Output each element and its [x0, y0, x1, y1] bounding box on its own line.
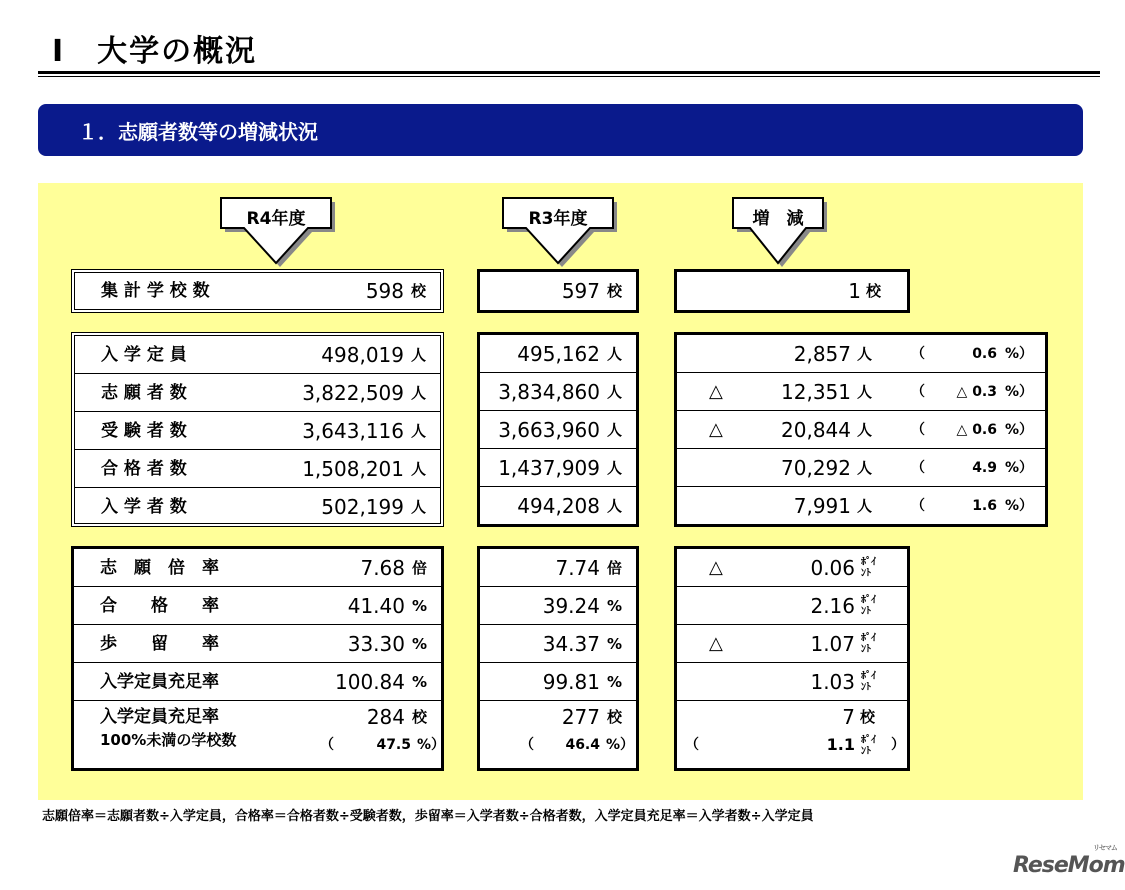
r3-value: 3,834,860: [498, 380, 600, 404]
unit-nin: 人: [856, 421, 872, 439]
r3-value: 494,208: [517, 494, 600, 518]
people-box-r3: [477, 332, 639, 527]
paren-open: （: [911, 384, 925, 400]
r4-value: 1,508,201: [302, 457, 404, 481]
r4-value: 41.40: [347, 594, 405, 618]
unit-point: ﾝﾄ: [861, 746, 871, 757]
r3-value: 7.74: [555, 556, 600, 580]
table-row: [677, 335, 1045, 373]
paren-open: （: [320, 737, 334, 753]
schools-box-diff: [674, 269, 910, 313]
table-row: [74, 625, 441, 663]
diff-value: 1.03: [810, 670, 855, 694]
resemom-logo: [1013, 844, 1125, 878]
paren-open: （: [911, 498, 925, 514]
logo-text: ReseMom: [1013, 853, 1125, 878]
unit-point: ﾎﾟｲ: [861, 557, 876, 568]
table-row: [480, 449, 636, 487]
diff-value: 70,292: [781, 456, 851, 480]
unit-nin: 人: [410, 460, 426, 478]
paren-open: （: [911, 346, 925, 362]
unit-point: ﾝﾄ: [861, 568, 871, 579]
unit-ko: 校: [606, 708, 622, 726]
unit-nin: 人: [856, 497, 872, 515]
minus-triangle-icon: △: [709, 633, 723, 654]
row-label: 100%未満の学校数: [100, 731, 237, 749]
table-row: [74, 549, 441, 587]
unit-nin: 人: [410, 346, 426, 364]
rates-box-r3: [477, 546, 639, 771]
row-label: 入学定員充足率: [100, 707, 219, 727]
unit-nin: 人: [410, 498, 426, 516]
unit-nin: 人: [856, 345, 872, 363]
r3-value: 99.81: [542, 670, 600, 694]
unit-point: ﾎﾟｲ: [861, 735, 876, 746]
people-box-diff: [674, 332, 1048, 527]
table-row: [480, 701, 636, 768]
unit: %: [606, 635, 622, 653]
unit: 倍: [411, 559, 427, 577]
r4-value: 33.30: [347, 632, 405, 656]
unit-ko: 校: [411, 708, 427, 726]
title-rule-thin: [38, 76, 1100, 77]
r4-value: 100.84: [335, 670, 405, 694]
unit-nin: 人: [606, 383, 622, 401]
table-row: [480, 411, 636, 449]
column-label-diff: 増 減: [752, 209, 804, 229]
diff-value: 20,844: [781, 418, 851, 442]
pct-value: 1.1: [826, 735, 855, 754]
unit-point: ﾎﾟｲ: [861, 671, 876, 682]
diff-value: 2,857: [793, 342, 851, 366]
r4-value: 502,199: [321, 495, 404, 519]
r3-value: 34.37: [542, 632, 600, 656]
paren-open: （: [520, 737, 534, 753]
r3-value: 277: [561, 705, 600, 729]
table-row: [480, 487, 636, 525]
paren-close: ）: [891, 737, 905, 753]
title-rule: [38, 71, 1100, 74]
table-row: [677, 625, 907, 663]
unit-nin: 人: [606, 421, 622, 439]
pct-close: %）: [605, 737, 634, 753]
table-row: [480, 587, 636, 625]
diff-value: 1.07: [810, 632, 855, 656]
row-label: 合 格 率: [100, 596, 219, 616]
unit: %: [606, 673, 622, 691]
r4-value: 498,019: [321, 343, 404, 367]
unit-nin: 人: [606, 345, 622, 363]
column-head-r3: [498, 193, 618, 263]
pct-close: %）: [1004, 460, 1033, 476]
unit-nin: 人: [410, 422, 426, 440]
table-row: [480, 373, 636, 411]
table-row: [677, 411, 1045, 449]
unit-point: ﾎﾟｲ: [861, 633, 876, 644]
schools-label: 集 計 学 校 数: [101, 281, 210, 301]
r4-value: 7.68: [360, 556, 405, 580]
unit-nin: 人: [606, 459, 622, 477]
schools-box-r4: [71, 269, 444, 313]
table-row: [677, 487, 1045, 525]
pct-value: △ 0.6: [956, 422, 997, 438]
table-row: [74, 663, 441, 701]
table-row: [75, 336, 440, 374]
column-label-r3: R3年度: [528, 209, 588, 229]
r3-value: 495,162: [517, 342, 600, 366]
schools-box-r3: [477, 269, 639, 313]
unit: %: [606, 597, 622, 615]
diff-value: 7,991: [793, 494, 851, 518]
pct-value: 47.5: [376, 737, 411, 753]
paren-open: （: [685, 737, 699, 753]
row-label: 入学定員充足率: [100, 672, 219, 692]
minus-triangle-icon: △: [709, 381, 723, 402]
pct-value: 46.4: [565, 737, 600, 753]
people-box-r4: [71, 332, 444, 527]
logo-small-text: リセマム: [1093, 844, 1117, 852]
row-label: 合 格 者 数: [101, 459, 187, 479]
unit-nin: 人: [856, 383, 872, 401]
unit: %: [411, 673, 427, 691]
pct-close: %）: [416, 737, 445, 753]
unit-nin: 人: [606, 497, 622, 515]
r4-value: 284: [366, 705, 405, 729]
column-head-diff: [728, 193, 848, 263]
table-row: [480, 625, 636, 663]
pct-close: %）: [1004, 498, 1033, 514]
table-row: [677, 663, 907, 701]
r4-value: 3,643,116: [302, 419, 404, 443]
table-row: [480, 549, 636, 587]
diff-value: 2.16: [810, 594, 855, 618]
diff-value: 0.06: [810, 556, 855, 580]
row-label: 受 験 者 数: [101, 421, 187, 441]
pct-close: %）: [1004, 422, 1033, 438]
diff-value: 7: [842, 705, 855, 729]
unit-nin: 人: [410, 384, 426, 402]
yellow-panel: [38, 183, 1083, 800]
pct-close: %）: [1004, 384, 1033, 400]
table-row: [74, 587, 441, 625]
paren-open: （: [911, 460, 925, 476]
unit-point: ﾝﾄ: [861, 606, 871, 617]
unit-point: ﾝﾄ: [861, 682, 871, 693]
diff-value: 12,351: [781, 380, 851, 404]
unit-ko: 校: [865, 282, 881, 300]
table-row: [480, 663, 636, 701]
table-row: [75, 412, 440, 450]
pct-value: 4.9: [972, 460, 997, 476]
row-label: 入 学 者 数: [101, 497, 187, 517]
table-row: [677, 549, 907, 587]
unit-nin: 人: [856, 459, 872, 477]
schools-diff: 1: [848, 279, 861, 303]
page-title: Ⅰ 大学の概況: [52, 34, 258, 69]
r3-value: 3,663,960: [498, 418, 600, 442]
unit-point: ﾝﾄ: [861, 644, 871, 655]
column-head-r4: [216, 193, 336, 263]
column-label-r4: R4年度: [246, 209, 306, 229]
table-row: [677, 449, 1045, 487]
r3-value: 1,437,909: [498, 456, 600, 480]
r4-value: 3,822,509: [302, 381, 404, 405]
schools-r4: 598: [365, 279, 404, 303]
minus-triangle-icon: △: [709, 419, 723, 440]
unit: %: [411, 597, 427, 615]
unit-ko: 校: [859, 708, 875, 726]
pct-value: 1.6: [972, 498, 997, 514]
pct-close: %）: [1004, 346, 1033, 362]
paren-open: （: [911, 422, 925, 438]
unit-ko: 校: [606, 282, 622, 300]
table-row: [75, 374, 440, 412]
unit: 倍: [606, 559, 622, 577]
unit: %: [411, 635, 427, 653]
schools-r3: 597: [561, 279, 600, 303]
section-header-bar: １．志願者数等の増減状況: [38, 104, 1083, 156]
footnote: 志願倍率＝志願者数÷入学定員，合格率＝合格者数÷受験者数，歩留率＝入学者数÷合格者数，入学定員充足率＝入学者数÷入学定員: [42, 809, 814, 824]
pct-value: △ 0.3: [956, 384, 997, 400]
table-row: [677, 587, 907, 625]
rates-box-r4: [71, 546, 444, 771]
table-row: [677, 373, 1045, 411]
table-row: [480, 335, 636, 373]
table-row: [74, 701, 445, 768]
table-row: [75, 450, 440, 488]
r3-value: 39.24: [542, 594, 600, 618]
table-row: [75, 488, 440, 526]
row-label: 志 願 者 数: [101, 383, 187, 403]
row-label: 歩 留 率: [100, 634, 219, 654]
row-label: 志 願 倍 率: [100, 558, 219, 578]
rates-box-diff: [674, 546, 910, 771]
table-row: [677, 701, 907, 768]
unit-point: ﾎﾟｲ: [861, 595, 876, 606]
unit-ko: 校: [410, 282, 426, 300]
row-label: 入 学 定 員: [101, 345, 187, 365]
pct-value: 0.6: [972, 346, 997, 362]
minus-triangle-icon: △: [709, 557, 723, 578]
